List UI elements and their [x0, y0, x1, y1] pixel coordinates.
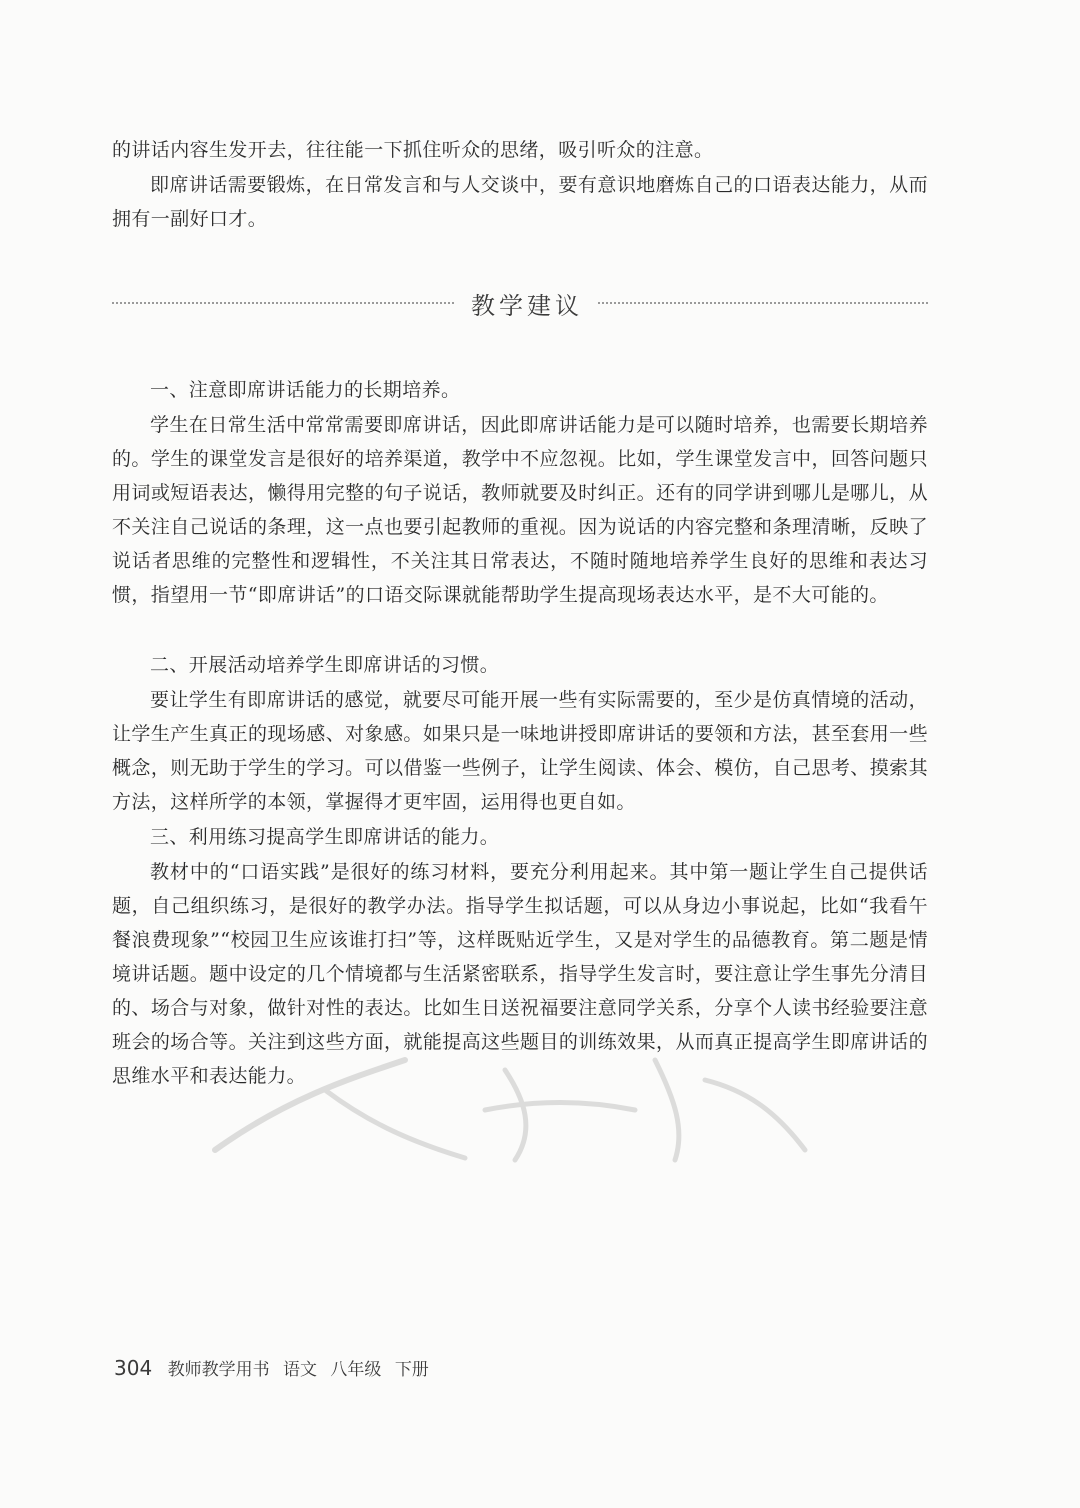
paragraph-1: 学生在日常生活中常常需要即席讲话，因此即席讲话能力是可以随时培养，也需要长期培养的。学生的课堂发言是很好的培养渠道，教学中不应忽视。比如，学生课堂发言中，回答问题只用词或短语表达，懒得用完整的句子说话，教师就要及时纠正。还有的同学讲到哪儿是哪儿，从不关注自己说话的条理，这一点也要引起教师的重视。因为说话的内容完整和条理清晰，反映了说话者思维的完整性和逻辑性，不关注其日常表达，不随时随地培养学生良好的思维和表达习惯，指望用一节“即席讲话”的口语交际课就能帮助学生提高现场表达水平，是不大可能的。	[112, 414, 928, 606]
page-footer	[114, 1355, 429, 1380]
subject-label: 语文	[283, 1360, 317, 1380]
publisher-watermark	[205, 1040, 825, 1170]
grade-label: 八年级	[330, 1360, 382, 1380]
paragraph-2: 要让学生有即席讲话的感觉，就要尽可能开展一些有实际需要的，至少是仿真情境的活动，让学生产生真正的现场感、对象感。如果只是一味地讲授即席讲话的要领和方法，甚至套用一些概念，则无助于学生的学习。可以借鉴一些例子，让学生阅读、体会、模仿，自己思考、摸索其方法，这样所学的本领，掌握得才更牢固，运用得也更自如。	[112, 689, 928, 813]
section-divider-right	[598, 302, 928, 304]
intro-paragraph: 即席讲话需要锻炼，在日常发言和与人交谈中，要有意识地磨炼自己的口语表达能力，从而拥有一副好口才。	[112, 174, 928, 230]
heading-2: 二、开展活动培养学生即席讲话的习惯。	[150, 654, 500, 676]
volume-label: 下册	[394, 1360, 429, 1380]
book-title: 教师教学用书	[167, 1360, 270, 1380]
intro-continuation: 的讲话内容生发开去，往往能一下抓住听众的思绪，吸引听众的注意。	[112, 139, 714, 161]
section-divider-left	[112, 302, 454, 304]
heading-1: 一、注意即席讲话能力的长期培养。	[150, 379, 461, 401]
section-header	[112, 284, 928, 324]
heading-3: 三、利用练习提高学生即席讲话的能力。	[150, 826, 500, 848]
paragraph-3: 教材中的“口语实践”是很好的练习材料，要充分利用起来。其中第一题让学生自己提供话题，自己组织练习，是很好的教学办法。指导学生拟话题，可以从身边小事说起，比如“我看午餐浪费现象”“校园卫生应该谁打扫”等，这样既贴近学生，又是对学生的品德教育。第二题是情境讲话题。题中设定的几个情境都与生活紧密联系，指导学生发言时，要注意让学生事先分清目的、场合与对象，做针对性的表达。比如生日送祝福要注意同学关系，分享个人读书经验要注意班会的场合等。关注到这些方面，就能提高这些题目的训练效果，从而真正提高学生即席讲话的思维水平和表达能力。	[112, 861, 928, 1087]
section-title: 教学建议	[471, 292, 583, 320]
page-number: 304	[114, 1356, 153, 1380]
